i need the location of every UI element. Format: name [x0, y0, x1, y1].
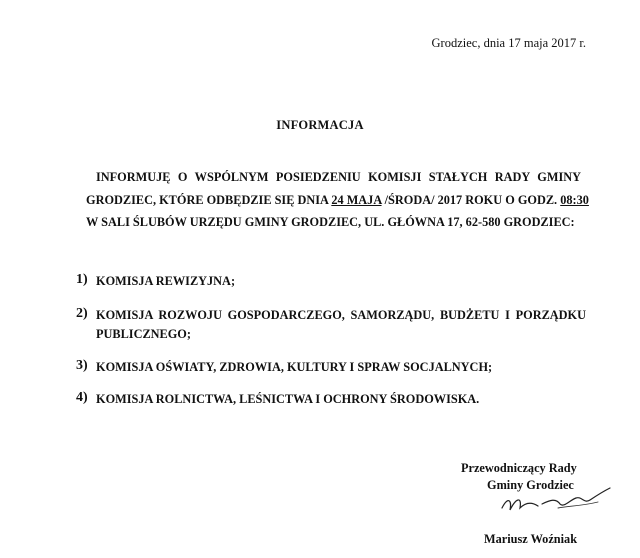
list-item-text-continued: PUBLICZNEGO;	[96, 327, 191, 341]
body-line-2-mid: /ŚRODA/ 2017 ROKU O GODZ.	[381, 193, 561, 207]
handwritten-signature	[498, 478, 618, 522]
list-item-number: 4)	[76, 390, 88, 405]
list-item-text: KOMISJA REWIZYJNA;	[96, 274, 236, 288]
list-item-text: KOMISJA ROZWOJU GOSPODARCZEGO, SAMORZĄDU, BUDŻETU I PORZĄDKU	[96, 308, 586, 322]
meeting-date: 24 MAJA	[331, 193, 382, 207]
body-line-2-pre: GRODZIEC, KTÓRE ODBĘDZIE SIĘ DNIA	[86, 193, 332, 207]
body-line-2	[86, 193, 591, 208]
signatory-name: Mariusz Woźniak	[484, 532, 578, 546]
signatory-subtitle: Gminy Grodziec	[487, 478, 574, 492]
list-item-text: KOMISJA ROLNICTWA, LEŚNICTWA I OCHRONY ŚRODOWISKA.	[96, 392, 480, 406]
list-item-number: 1)	[76, 272, 88, 287]
list-item-text: KOMISJA OŚWIATY, ZDROWIA, KULTURY I SPRAW SOCJALNYCH;	[96, 360, 493, 374]
signatory-title: Przewodniczący Rady	[461, 461, 577, 475]
body-line-1: INFORMUJĘ O WSPÓLNYM POSIEDZENIU KOMISJI STAŁYCH RADY GMINY	[96, 170, 581, 184]
body-line-3: W SALI ŚLUBÓW URZĘDU GMINY GRODZIEC, UL. GŁÓWNA 17, 62-580 GRODZIEC:	[86, 215, 575, 229]
date-line: Grodziec, dnia 17 maja 2017 r.	[431, 36, 586, 50]
list-item-number: 2)	[76, 306, 88, 321]
list-item-number: 3)	[76, 358, 88, 373]
document-heading: INFORMACJA	[276, 118, 364, 132]
meeting-time: 08:30	[560, 193, 589, 207]
